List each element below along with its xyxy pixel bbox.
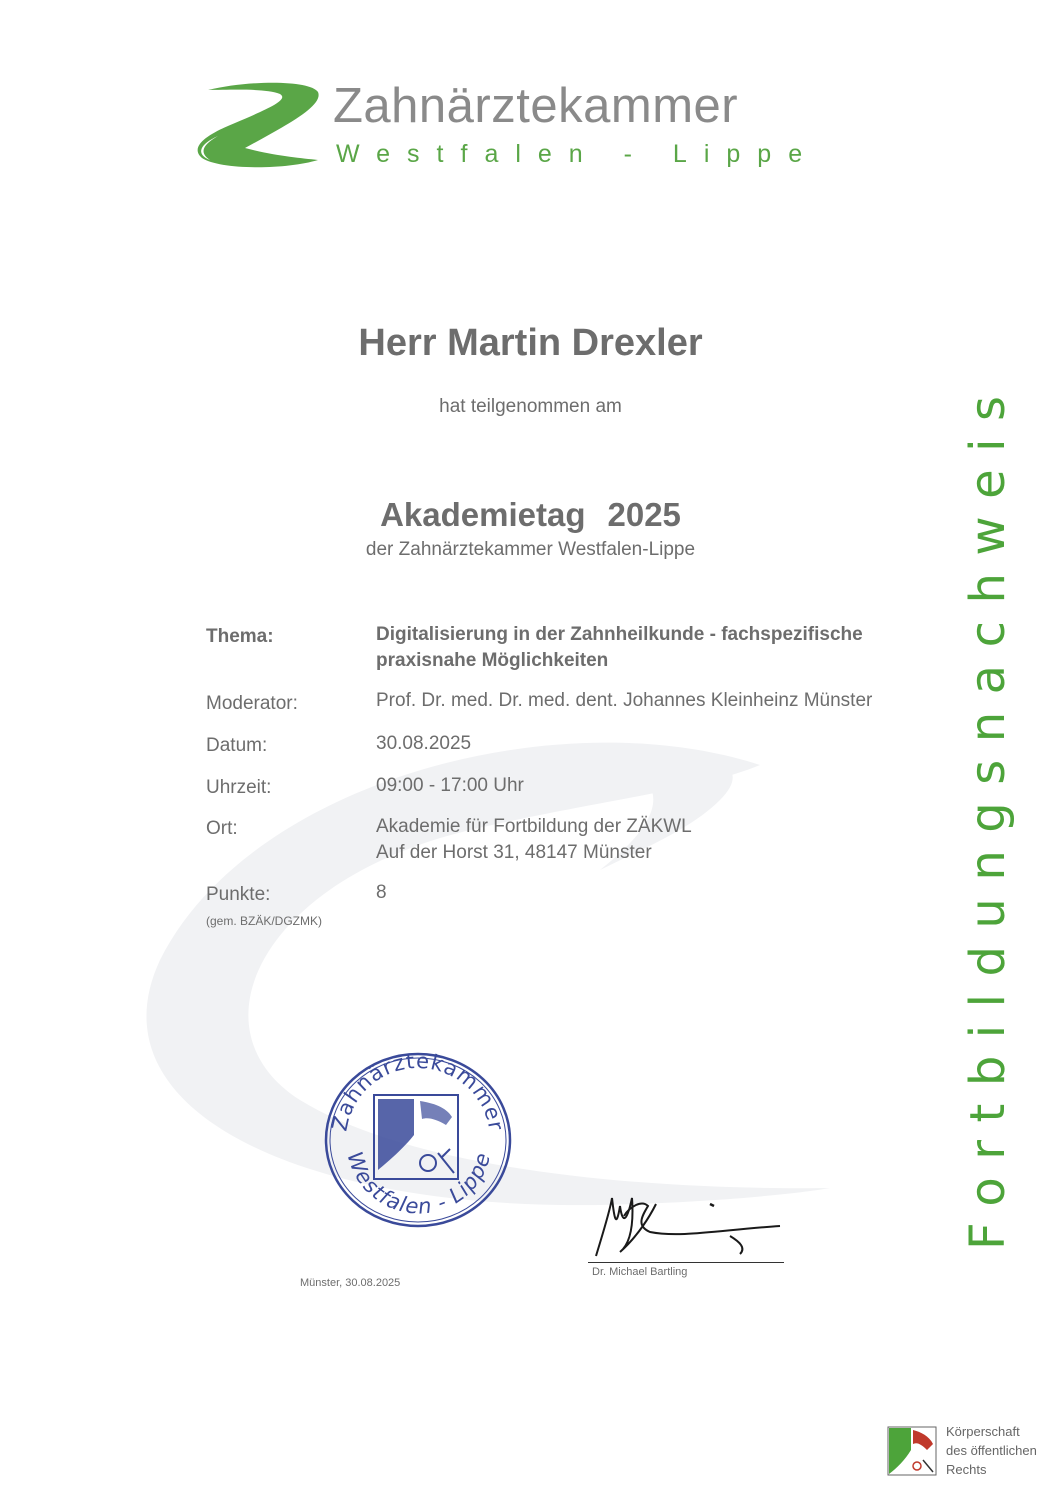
official-seal-stamp (318, 1045, 518, 1235)
signer-name: Dr. Michael Bartling (592, 1266, 688, 1278)
moderator-value: Prof. Dr. med. Dr. med. dent. Johannes Kleinheinz Münster (376, 690, 873, 711)
svg-text:Zahnärztekammer (327, 1049, 508, 1133)
location-value (376, 814, 692, 866)
time-value: 09:00 - 17:00 Uhr (376, 775, 524, 796)
handwritten-signature (590, 1186, 790, 1266)
moderator-label: Moderator: (206, 693, 298, 714)
time-label: Uhrzeit: (206, 777, 272, 798)
seal-text-bottom: Westfalen - Lippe (342, 1148, 496, 1219)
topic-value (376, 622, 863, 674)
place-and-date: Münster, 30.08.2025 (300, 1277, 401, 1289)
points-value: 8 (376, 882, 387, 903)
organization-region: Westfalen - Lippe (336, 140, 820, 168)
legal-status (946, 1422, 1037, 1479)
recipient-name: Herr Martin Drexler (358, 322, 703, 364)
signature-line (588, 1262, 784, 1263)
topic-label: Thema: (206, 626, 274, 647)
legal-status-line-2: des öffentlichen (946, 1443, 1037, 1458)
document-type-title: Fortbildungsnachweis (960, 378, 1016, 1250)
points-note: (gem. BZÄK/DGZMK) (206, 914, 323, 928)
organization-name: Zahnärztekammer (333, 79, 739, 133)
topic-line-2: praxisnahe Möglichkeiten (376, 650, 609, 671)
event-year: 2025 (607, 496, 681, 533)
location-label: Ort: (206, 818, 238, 839)
event-name: Akademietag (380, 496, 586, 533)
event-subtitle: der Zahnärztekammer Westfalen-Lippe (365, 539, 696, 560)
seal-text-top: Zahnärztekammer (327, 1048, 509, 1134)
chamber-logo-icon (190, 78, 325, 173)
seal-coat-of-arms-icon (374, 1095, 458, 1179)
legal-status-line-3: Rechts (946, 1462, 987, 1477)
date-label: Datum: (206, 735, 268, 756)
legal-status-line-1: Körperschaft (946, 1424, 1020, 1439)
location-line-1: Akademie für Fortbildung der ZÄKWL (376, 816, 692, 837)
event-title (0, 496, 1061, 534)
attendance-text: hat teilgenommen am (439, 396, 622, 417)
topic-line-1: Digitalisierung in der Zahnheilkunde - fachspezifische (376, 624, 863, 645)
nrw-coat-of-arms-icon (887, 1426, 937, 1476)
location-line-2: Auf der Horst 31, 48147 Münster (376, 842, 652, 863)
date-value: 30.08.2025 (376, 733, 472, 754)
points-label: Punkte: (206, 884, 271, 905)
